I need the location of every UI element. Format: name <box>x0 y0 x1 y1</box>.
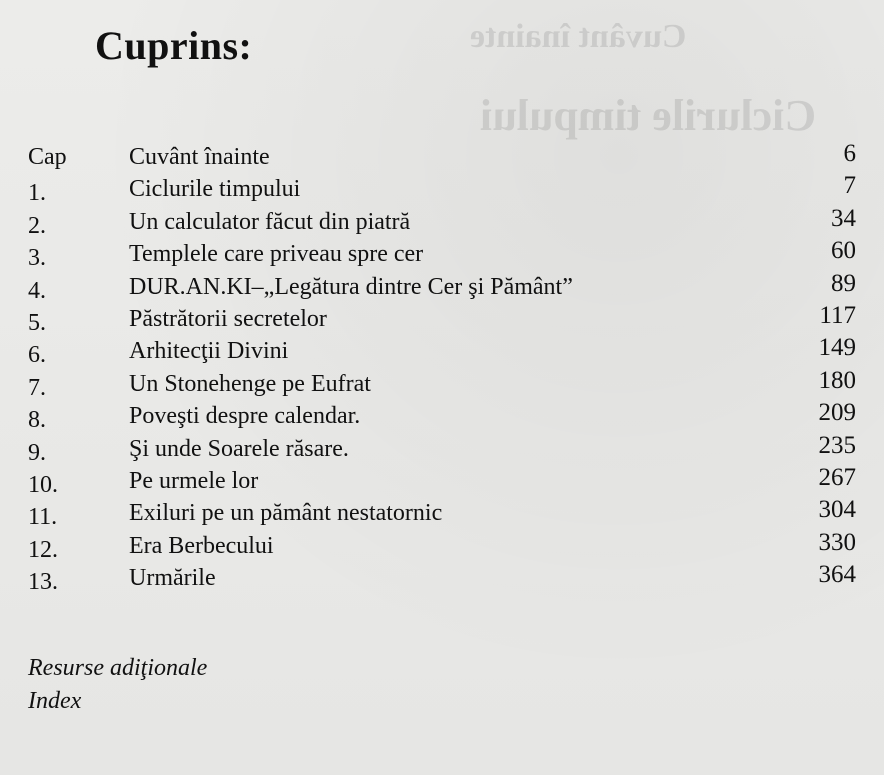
toc-chapter-title: DUR.AN.KI–„Legătura dintre Cer şi Pământ” <box>129 273 573 300</box>
toc-page-number: 235 <box>818 431 856 459</box>
toc-row <box>28 238 856 270</box>
toc-chapter-number: 3. <box>28 245 46 272</box>
toc-row <box>28 497 856 529</box>
table-of-contents <box>28 141 856 594</box>
toc-page-number: 267 <box>818 463 856 491</box>
toc-row <box>28 141 856 173</box>
toc-row <box>28 335 856 367</box>
toc-chapter-title: Era Berbecului <box>129 532 274 559</box>
toc-page-number: 180 <box>818 366 856 394</box>
toc-row <box>28 465 856 497</box>
toc-page-number: 209 <box>818 399 856 427</box>
toc-row <box>28 433 856 465</box>
toc-page-number: 60 <box>831 237 856 265</box>
toc-chapter-number: 5. <box>28 309 46 336</box>
bleed-through-title: Cuvânt înainte <box>470 18 687 55</box>
toc-row <box>28 303 856 335</box>
toc-row <box>28 271 856 303</box>
toc-chapter-title: Ciclurile timpului <box>129 176 301 203</box>
toc-row <box>28 530 856 562</box>
toc-chapter-title: Cuvânt înainte <box>129 144 270 170</box>
toc-extra-index: Index <box>28 688 82 714</box>
toc-row <box>28 562 856 594</box>
toc-page-number: 34 <box>831 204 856 232</box>
toc-chapter-number: Cap <box>28 144 67 170</box>
toc-row <box>28 206 856 238</box>
toc-page-number: 6 <box>843 140 856 167</box>
toc-chapter-title: Templele care priveau spre cer <box>129 241 424 268</box>
toc-row <box>28 173 856 205</box>
toc-page-number: 149 <box>818 334 856 362</box>
bleed-through-subtitle: Ciclurile timpului <box>480 91 817 140</box>
toc-chapter-number: 11. <box>28 504 58 531</box>
toc-page-number: 7 <box>843 172 856 200</box>
toc-chapter-title: Păstrătorii secretelor <box>129 305 327 332</box>
toc-chapter-title: Urmările <box>129 565 216 592</box>
toc-page-number: 304 <box>818 496 856 524</box>
toc-chapter-number: 12. <box>28 536 58 563</box>
toc-chapter-number: 2. <box>28 212 46 239</box>
toc-chapter-number: 13. <box>28 569 58 596</box>
toc-chapter-number: 1. <box>28 180 46 207</box>
page-title: Cuprins: <box>95 23 253 68</box>
toc-row <box>28 368 856 400</box>
toc-chapter-title: Un calculator făcut din piatră <box>129 208 411 235</box>
toc-page-number: 89 <box>831 269 856 297</box>
toc-chapter-number: 9. <box>28 439 46 466</box>
toc-chapter-number: 6. <box>28 342 46 369</box>
toc-row <box>28 400 856 432</box>
toc-chapter-title: Exiluri pe un pământ nestatornic <box>129 500 443 527</box>
toc-chapter-title: Pe urmele lor <box>129 467 259 494</box>
toc-chapter-title: Şi unde Soarele răsare. <box>129 435 349 462</box>
toc-chapter-number: 8. <box>28 407 46 434</box>
toc-chapter-number: 7. <box>28 374 46 401</box>
toc-chapter-title: Un Stonehenge pe Eufrat <box>129 370 371 397</box>
toc-page-number: 117 <box>819 301 856 329</box>
toc-chapter-title: Arhitecţii Divini <box>129 338 289 365</box>
toc-extra-resources: Resurse adiţionale <box>28 655 208 681</box>
toc-chapter-number: 4. <box>28 277 46 304</box>
toc-chapter-number: 10. <box>28 471 58 498</box>
toc-chapter-title: Poveşti despre calendar. <box>129 403 361 430</box>
toc-page-number: 364 <box>818 561 856 589</box>
toc-page-number: 330 <box>818 528 856 556</box>
